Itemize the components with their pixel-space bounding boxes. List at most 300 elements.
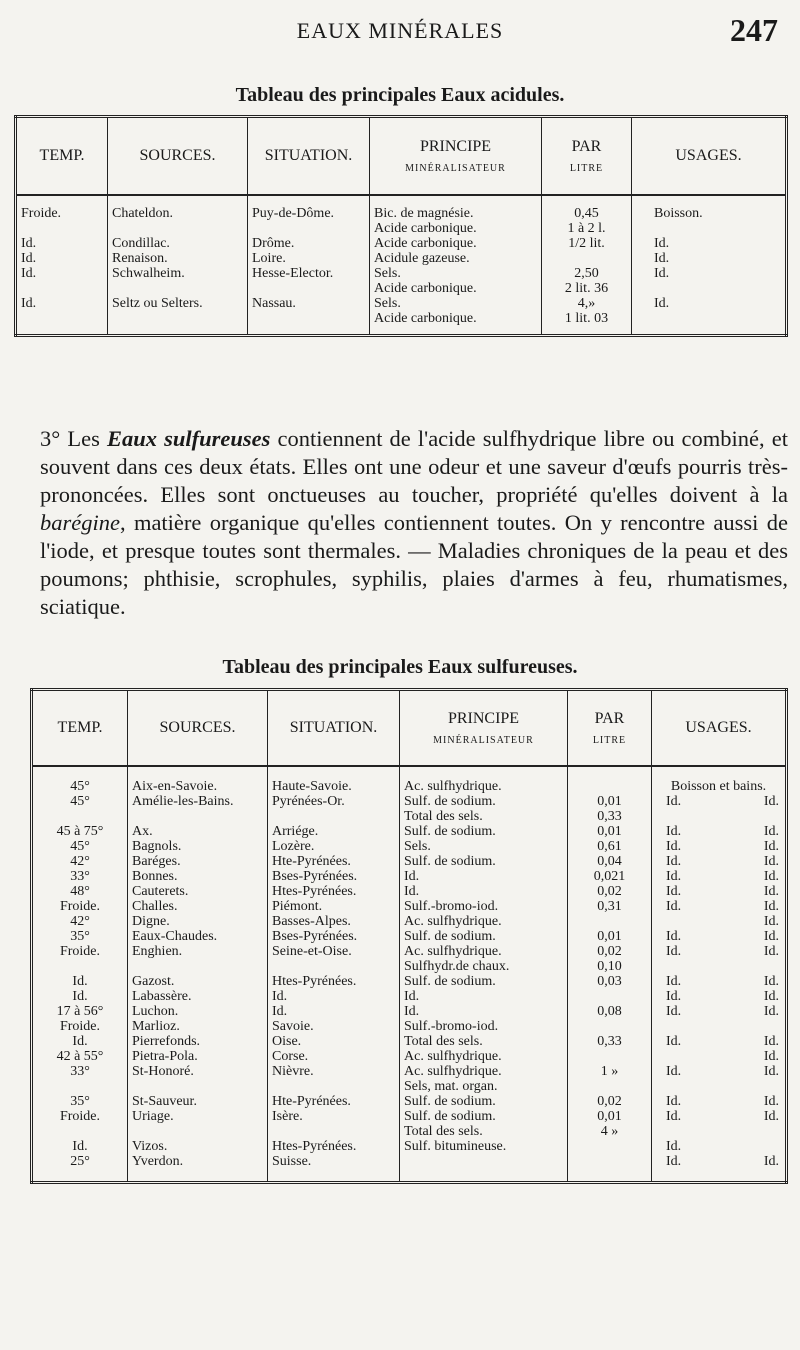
cell-principe-line: Sels.	[374, 266, 401, 281]
header-principe-sub: MINÉRALISATEUR	[433, 734, 534, 746]
cell-principe	[400, 1049, 568, 1064]
table2-body	[32, 766, 787, 1183]
usage-value: Id.	[666, 974, 682, 989]
usage-value: Id.	[763, 1154, 779, 1169]
cell-usage	[652, 1154, 787, 1183]
cell-par-line: 0,33	[597, 1034, 622, 1049]
cell-source: Yverdon.	[128, 1154, 268, 1183]
cell-situation: Bses-Pyrénées.	[268, 869, 400, 884]
cell-situation: Lozère.	[268, 839, 400, 854]
page-number: 247	[730, 12, 778, 48]
cell-source: Chateldon.	[108, 195, 248, 236]
table1-body	[16, 195, 787, 336]
usage-value: Id.	[654, 266, 670, 281]
header-usages: USAGES.	[652, 690, 787, 767]
cell-temp: 42°	[70, 914, 90, 929]
usage-value: Id.	[763, 944, 779, 959]
usage-value: Id.	[763, 914, 779, 929]
cell-temp: Id.	[21, 266, 37, 281]
header-situation: SITUATION.	[248, 117, 370, 196]
cell-par	[542, 251, 632, 266]
cell-par-line: 2,50	[574, 266, 599, 281]
cell-usage	[652, 1034, 787, 1049]
table-row	[32, 914, 787, 929]
cell-temp: Id.	[21, 251, 37, 266]
table-row	[32, 944, 787, 974]
cell-par	[568, 824, 652, 839]
cell-temp: 42°	[70, 854, 90, 869]
cell-temp: 45 à 75°	[56, 824, 104, 839]
table-row	[32, 974, 787, 989]
cell-principe-line: Acide carbonique.	[374, 281, 477, 296]
cell-source: Gazost.	[128, 974, 268, 989]
cell-situation: Drôme.	[248, 236, 370, 251]
cell-principe-line: Sulf. de sodium.	[404, 854, 496, 869]
cell-usage	[652, 1109, 787, 1139]
table-row	[32, 1049, 787, 1064]
cell-principe-line: Total des sels.	[404, 809, 483, 824]
usage-value: Id.	[666, 854, 682, 869]
cell-par-line: 4 »	[600, 1124, 619, 1139]
cell-source: Pietra-Pola.	[128, 1049, 268, 1064]
usage-value: Id.	[666, 929, 682, 944]
cell-par	[568, 1019, 652, 1034]
table-row	[32, 1034, 787, 1049]
cell-source: Pierrefonds.	[128, 1034, 268, 1049]
header-par-label: PAR	[594, 710, 625, 728]
cell-source: Renaison.	[108, 251, 248, 266]
cell-situation: Haute-Savoie.	[268, 766, 400, 794]
header-principe-sub: MINÉRALISATEUR	[405, 162, 506, 174]
cell-situation: Oise.	[268, 1034, 400, 1049]
cell-usage	[632, 251, 787, 266]
cell-principe-line: Sulf.-bromo-iod.	[404, 1019, 499, 1034]
table-row	[32, 766, 787, 794]
usage-value: Id.	[666, 899, 682, 914]
cell-temp: 35°	[70, 929, 90, 944]
cell-temp: 48°	[70, 884, 90, 899]
cell-par	[568, 1064, 652, 1094]
cell-principe	[370, 251, 542, 266]
usage-values	[656, 884, 781, 899]
table-row	[32, 794, 787, 824]
table-row	[16, 251, 787, 266]
usage-values	[656, 989, 781, 1004]
cell-par-line: 0,02	[597, 884, 622, 899]
cell-principe	[400, 824, 568, 839]
cell-principe-line: Sels, mat. organ.	[404, 1079, 498, 1094]
cell-situation: Puy-de-Dôme.	[248, 195, 370, 236]
cell-principe-line: Sels.	[374, 296, 401, 311]
cell-par-line: 0,61	[597, 839, 622, 854]
cell-principe	[400, 1034, 568, 1049]
paragraph-term2: barégine	[40, 510, 120, 535]
cell-principe	[370, 266, 542, 296]
cell-par	[568, 944, 652, 974]
cell-par-line: 0,10	[597, 959, 622, 974]
usage-value: Id.	[666, 1064, 682, 1079]
cell-principe	[400, 929, 568, 944]
cell-usage	[652, 944, 787, 974]
cell-usage	[632, 236, 787, 251]
cell-principe	[400, 794, 568, 824]
usage-value: Boisson et bains.	[670, 779, 767, 794]
cell-temp: 35°	[70, 1094, 90, 1109]
cell-par-line: 1 lit. 03	[564, 311, 609, 326]
cell-par	[568, 914, 652, 929]
cell-par-line: 0,01	[597, 824, 622, 839]
cell-situation: Id.	[268, 989, 400, 1004]
header-situation: SITUATION.	[268, 690, 400, 767]
cell-principe	[400, 884, 568, 899]
usage-value: Id.	[763, 794, 779, 809]
acidulous-waters-table	[14, 115, 788, 337]
cell-par	[568, 766, 652, 794]
cell-temp: Id.	[72, 1034, 88, 1049]
cell-principe-line: Ac. sulfhydrique.	[404, 1049, 502, 1064]
sulfurous-waters-paragraph	[40, 425, 788, 621]
cell-principe-line: Sulf. de sodium.	[404, 1109, 496, 1124]
usage-values	[656, 1004, 781, 1019]
cell-temp: 45°	[70, 779, 90, 794]
cell-par-line: 0,08	[597, 1004, 622, 1019]
table-row	[16, 195, 787, 236]
cell-par-line: 0,02	[597, 1094, 622, 1109]
cell-usage	[652, 929, 787, 944]
cell-principe-line: Sulf. de sodium.	[404, 794, 496, 809]
cell-principe-line: Sulf. de sodium.	[404, 974, 496, 989]
table-row	[32, 1139, 787, 1154]
cell-temp: 25°	[70, 1154, 90, 1169]
cell-source: Seltz ou Selters.	[108, 296, 248, 336]
usage-value: Boisson.	[654, 206, 703, 221]
cell-principe	[400, 944, 568, 974]
cell-usage	[652, 766, 787, 794]
cell-usage	[652, 1019, 787, 1034]
cell-principe-line: Id.	[404, 989, 420, 1004]
header-principe-label: PRINCIPE	[419, 138, 492, 156]
table-row	[32, 854, 787, 869]
cell-par-line: 0,04	[597, 854, 622, 869]
usage-value: Id.	[763, 899, 779, 914]
cell-principe-line: Id.	[404, 869, 420, 884]
usage-values	[656, 1064, 781, 1079]
usage-value: Id.	[763, 929, 779, 944]
table-row	[16, 236, 787, 251]
cell-situation: Bses-Pyrénées.	[268, 929, 400, 944]
cell-source: Aix-en-Savoie.	[128, 766, 268, 794]
cell-source: St-Sauveur.	[128, 1094, 268, 1109]
cell-principe	[400, 899, 568, 914]
usage-value: Id.	[763, 854, 779, 869]
usage-values	[656, 929, 781, 944]
cell-source: St-Honoré.	[128, 1064, 268, 1094]
cell-par	[568, 1154, 652, 1183]
usage-value: Id.	[654, 296, 670, 311]
cell-par	[568, 869, 652, 884]
usage-values	[656, 779, 781, 794]
table-row	[16, 296, 787, 336]
usage-value: Id.	[666, 1154, 682, 1169]
cell-usage	[652, 1004, 787, 1019]
usage-values	[656, 1094, 781, 1109]
cell-par	[568, 839, 652, 854]
usage-value: Id.	[666, 989, 682, 1004]
cell-source: Labassère.	[128, 989, 268, 1004]
cell-usage	[632, 296, 787, 336]
usage-value: Id.	[763, 884, 779, 899]
cell-par-line: 2 lit. 36	[564, 281, 609, 296]
usage-value: Id.	[666, 1094, 682, 1109]
cell-usage	[652, 824, 787, 839]
paragraph-lead: 3° Les	[40, 426, 107, 451]
cell-principe	[400, 854, 568, 869]
page-header	[0, 8, 800, 48]
cell-principe	[400, 914, 568, 929]
cell-temp: Froide.	[59, 1109, 101, 1124]
cell-par-line: 0,01	[597, 1109, 622, 1124]
usage-value: Id.	[763, 824, 779, 839]
running-title: EAUX MINÉRALES	[296, 18, 504, 43]
cell-temp: 17 à 56°	[56, 1004, 104, 1019]
cell-par-line: 0,45	[574, 206, 599, 221]
cell-situation: Savoie.	[268, 1019, 400, 1034]
cell-principe	[400, 1109, 568, 1139]
cell-principe-line: Ac. sulfhydrique.	[404, 944, 502, 959]
usage-values	[656, 899, 781, 914]
header-usages: USAGES.	[632, 117, 787, 196]
cell-par-line: 0,31	[597, 899, 622, 914]
cell-par	[542, 195, 632, 236]
cell-temp: Id.	[72, 974, 88, 989]
usage-value: Id.	[763, 974, 779, 989]
usage-value: Id.	[654, 236, 670, 251]
cell-situation: Htes-Pyrénées.	[268, 1139, 400, 1154]
cell-par	[568, 884, 652, 899]
cell-principe-line: Id.	[404, 884, 420, 899]
cell-par	[542, 266, 632, 296]
cell-source: Luchon.	[128, 1004, 268, 1019]
cell-principe	[400, 1004, 568, 1019]
usage-value: Id.	[763, 869, 779, 884]
usage-values	[656, 869, 781, 884]
usage-values	[656, 914, 781, 929]
cell-source: Vizos.	[128, 1139, 268, 1154]
usage-values	[656, 839, 781, 854]
table-row	[32, 899, 787, 914]
cell-par	[568, 989, 652, 1004]
usage-value: Id.	[763, 1034, 779, 1049]
cell-temp: Froide.	[59, 944, 101, 959]
cell-source: Cauterets.	[128, 884, 268, 899]
cell-par-line: 1/2 lit.	[568, 236, 605, 251]
cell-situation: Basses-Alpes.	[268, 914, 400, 929]
usage-value: Id.	[666, 884, 682, 899]
table-row	[32, 884, 787, 899]
cell-temp: 45°	[70, 794, 90, 809]
cell-situation: Hesse-Elector.	[248, 266, 370, 296]
cell-situation: Hte-Pyrénées.	[268, 854, 400, 869]
cell-par-line: 0,01	[597, 929, 622, 944]
cell-principe	[400, 989, 568, 1004]
cell-principe-line: Sulf. bitumineuse.	[404, 1139, 507, 1154]
cell-par	[568, 794, 652, 824]
cell-principe	[400, 1064, 568, 1094]
cell-par-line: 1 »	[600, 1064, 619, 1079]
usage-values	[656, 1139, 781, 1154]
cell-temp: Id.	[72, 1139, 88, 1154]
usage-values	[656, 854, 781, 869]
paragraph-part1: contiennent de l'acide sulfhydrique libre ou combiné, et souvent dans ces deux états. Elles ont une odeur et une saveur d'œufs pourris très-prononcées. Elles sont onctueuses au toucher, propriété qu'elles doivent à la	[40, 426, 788, 507]
cell-source: Condillac.	[108, 236, 248, 251]
cell-situation: Pyrénées-Or.	[268, 794, 400, 824]
cell-principe-line: Sulf.-bromo-iod.	[404, 899, 499, 914]
cell-principe-line: Acide carbonique.	[374, 236, 477, 251]
cell-principe-line: Total des sels.	[404, 1034, 483, 1049]
cell-source: Enghien.	[128, 944, 268, 974]
usage-values	[656, 944, 781, 959]
cell-situation: Hte-Pyrénées.	[268, 1094, 400, 1109]
sulfurous-waters-table	[30, 688, 788, 1184]
usage-value: Id.	[763, 1064, 779, 1079]
usage-value: Id.	[666, 869, 682, 884]
cell-source: Uriage.	[128, 1109, 268, 1139]
cell-par	[542, 236, 632, 251]
cell-source: Amélie-les-Bains.	[128, 794, 268, 824]
table-header-row	[16, 117, 787, 196]
cell-par-line: 0,33	[597, 809, 622, 824]
header-par	[568, 690, 652, 767]
cell-situation: Loire.	[248, 251, 370, 266]
table-row	[32, 1064, 787, 1094]
cell-usage	[652, 989, 787, 1004]
table-row	[32, 1019, 787, 1034]
usage-value: Id.	[763, 839, 779, 854]
cell-situation: Isère.	[268, 1109, 400, 1139]
table-row	[32, 1094, 787, 1109]
cell-principe-line: Bic. de magnésie.	[374, 206, 474, 221]
cell-source: Bagnols.	[128, 839, 268, 854]
cell-usage	[632, 195, 787, 236]
cell-principe	[400, 1139, 568, 1154]
cell-principe	[370, 195, 542, 236]
cell-par-line: 0,03	[597, 974, 622, 989]
cell-usage	[652, 1094, 787, 1109]
usage-value: Id.	[654, 251, 670, 266]
cell-par-line: 4,»	[577, 296, 596, 311]
cell-principe-line: Acide carbonique.	[374, 221, 477, 236]
cell-principe	[400, 1019, 568, 1034]
header-par	[542, 117, 632, 196]
cell-par	[542, 296, 632, 336]
usage-values	[656, 1034, 781, 1049]
usage-value: Id.	[763, 1049, 779, 1064]
table-row	[32, 1154, 787, 1183]
cell-source: Baréges.	[128, 854, 268, 869]
cell-source: Ax.	[128, 824, 268, 839]
usage-value: Id.	[666, 1004, 682, 1019]
cell-usage	[652, 884, 787, 899]
usage-value: Id.	[666, 1139, 682, 1154]
usage-value: Id.	[763, 989, 779, 1004]
table-row	[32, 929, 787, 944]
paragraph-part2: , matière organique qu'elles contiennent toutes. On y rencontre aussi de l'iode, et presque toutes sont thermales. — Maladies chroniques de la peau et des poumons; phthisie, scrophules, syphilis, plaies d'armes à feu, rhumatismes, sciatique.	[40, 510, 788, 619]
header-par-sub: LITRE	[592, 734, 627, 746]
cell-par	[568, 1139, 652, 1154]
cell-principe-line: Sels.	[404, 839, 431, 854]
cell-temp: Id.	[72, 989, 88, 1004]
cell-principe-line: Total des sels.	[404, 1124, 483, 1139]
cell-principe	[400, 766, 568, 794]
header-principe-label: PRINCIPE	[447, 710, 520, 728]
cell-source: Eaux-Chaudes.	[128, 929, 268, 944]
cell-usage	[652, 1064, 787, 1094]
header-principe	[370, 117, 542, 196]
cell-situation: Arriége.	[268, 824, 400, 839]
cell-par	[568, 1049, 652, 1064]
usage-values	[656, 794, 781, 809]
cell-situation: Nassau.	[248, 296, 370, 336]
cell-temp: Froide.	[59, 899, 101, 914]
cell-principe	[370, 236, 542, 251]
cell-usage	[652, 1049, 787, 1064]
cell-usage	[632, 266, 787, 296]
header-temp: TEMP.	[32, 690, 128, 767]
cell-situation: Seine-et-Oise.	[268, 944, 400, 974]
cell-usage	[652, 914, 787, 929]
table-row	[32, 869, 787, 884]
usage-value: Id.	[666, 839, 682, 854]
cell-par-line: 1 à 2 l.	[567, 221, 606, 236]
cell-principe	[400, 1154, 568, 1183]
usage-values	[656, 1109, 781, 1124]
usage-value: Id.	[666, 794, 682, 809]
usage-values	[656, 1049, 781, 1064]
cell-source: Schwalheim.	[108, 266, 248, 296]
cell-situation: Piémont.	[268, 899, 400, 914]
cell-principe-line: Ac. sulfhydrique.	[404, 914, 502, 929]
usage-values	[656, 1154, 781, 1169]
cell-temp: Id.	[21, 296, 37, 311]
usage-value: Id.	[666, 944, 682, 959]
usage-value: Id.	[763, 1109, 779, 1124]
table-header-row	[32, 690, 787, 767]
table-row	[32, 839, 787, 854]
cell-par	[568, 1094, 652, 1109]
header-par-sub: LITRE	[569, 162, 604, 174]
paragraph-term: Eaux sulfureuses	[106, 426, 271, 451]
cell-situation: Id.	[268, 1004, 400, 1019]
cell-temp: Froide.	[59, 1019, 101, 1034]
table-row	[32, 1004, 787, 1019]
cell-source: Bonnes.	[128, 869, 268, 884]
cell-principe-line: Sulfhydr.de chaux.	[404, 959, 510, 974]
cell-situation: Nièvre.	[268, 1064, 400, 1094]
cell-par-line: 0,01	[597, 794, 622, 809]
cell-principe-line: Id.	[404, 1004, 420, 1019]
cell-source: Digne.	[128, 914, 268, 929]
table-row	[32, 824, 787, 839]
table2-caption: Tableau des principales Eaux sulfureuses.	[222, 656, 578, 678]
usage-value: Id.	[666, 1034, 682, 1049]
cell-principe-line: Sulf. de sodium.	[404, 824, 496, 839]
cell-situation: Corse.	[268, 1049, 400, 1064]
cell-par	[568, 974, 652, 989]
cell-principe	[370, 296, 542, 336]
cell-situation: Htes-Pyrénées.	[268, 884, 400, 899]
cell-principe-line: Acide carbonique.	[374, 311, 477, 326]
header-par-label: PAR	[571, 138, 602, 156]
